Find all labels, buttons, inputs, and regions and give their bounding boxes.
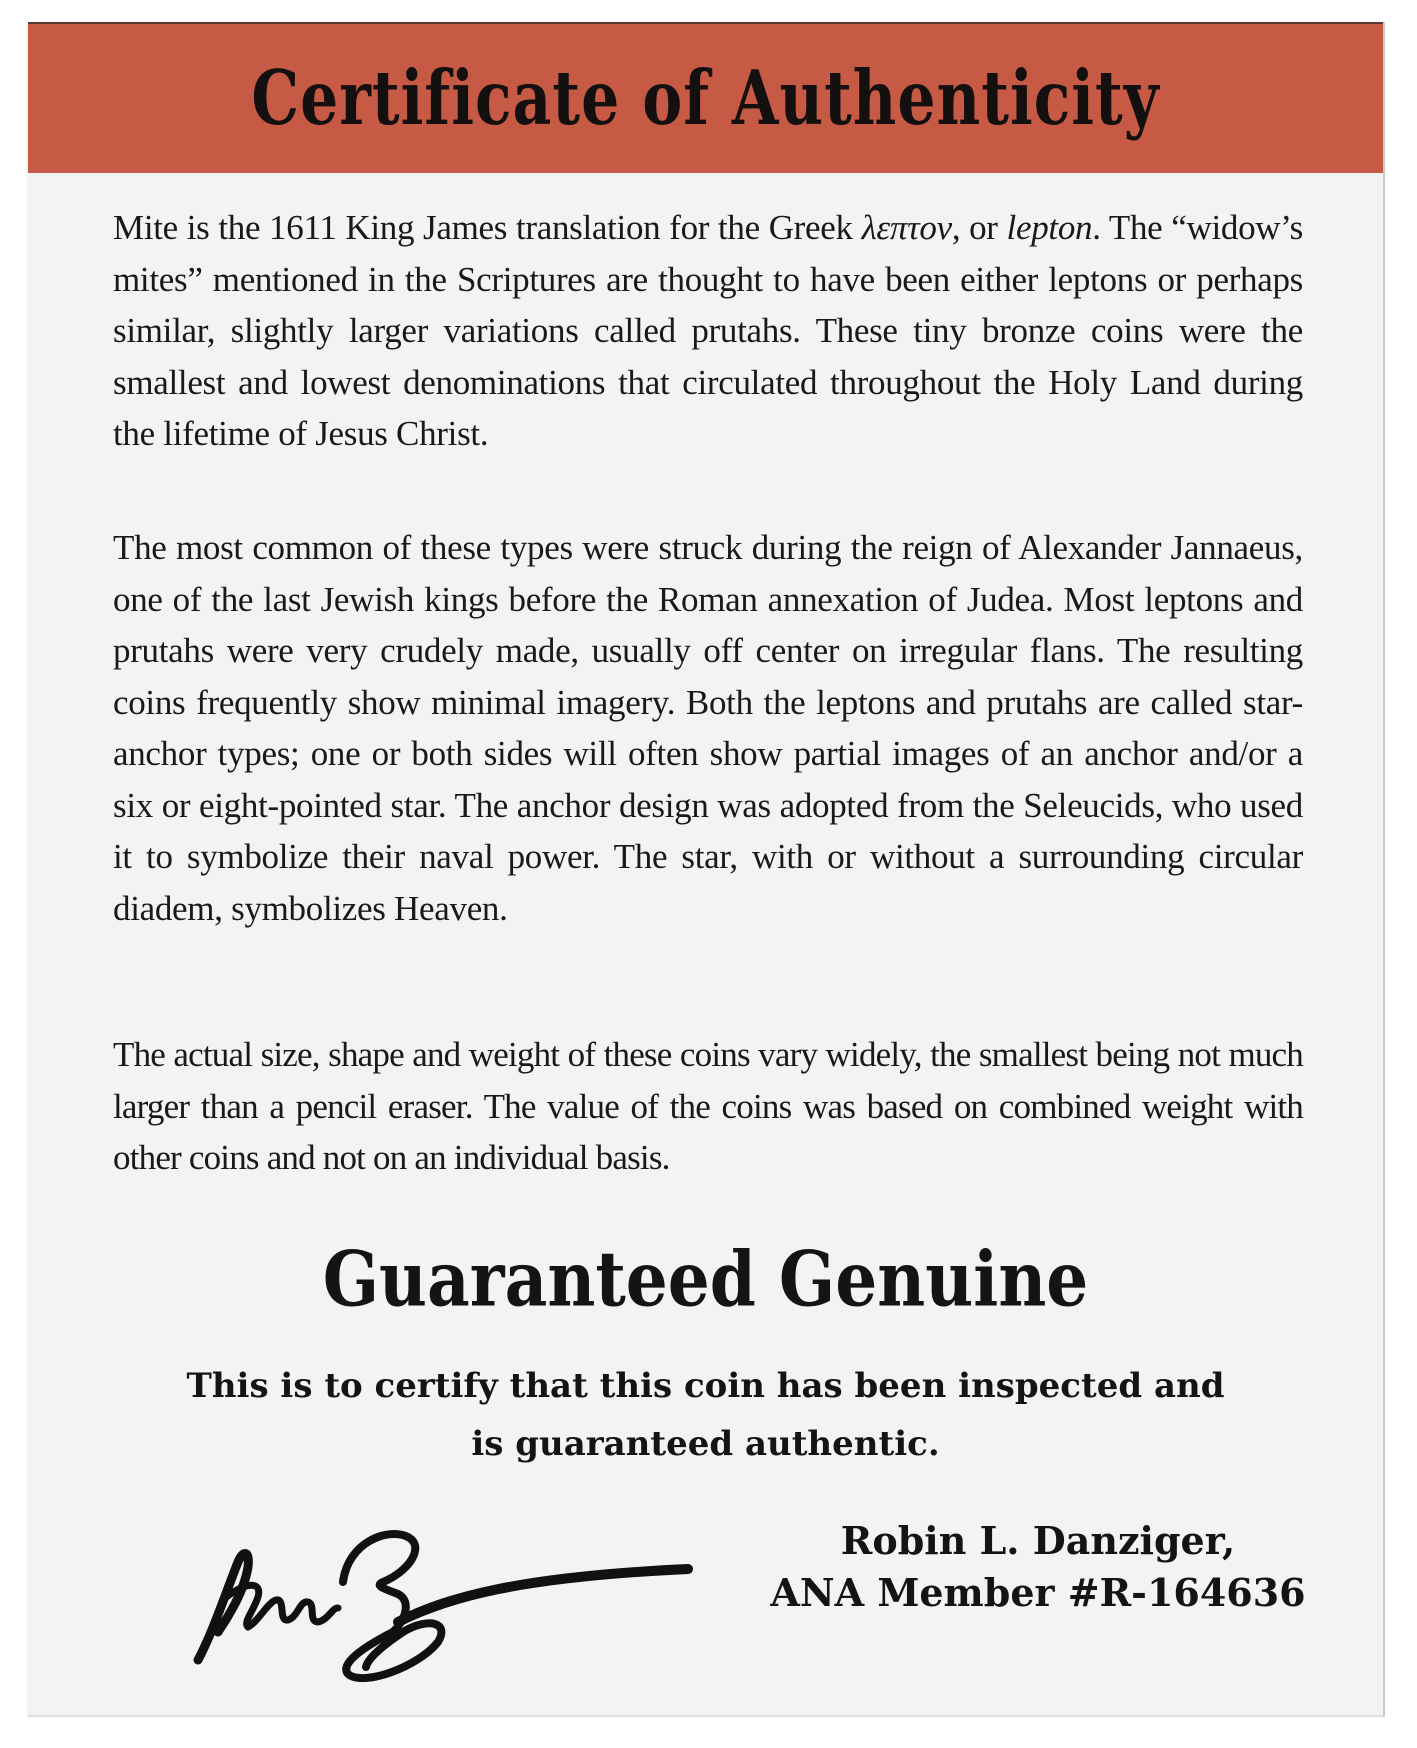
signature-icon	[188, 1522, 698, 1682]
guarantee-heading: Guaranteed Genuine	[322, 1234, 1089, 1324]
paragraph-star-anchor-types: The most common of these types were struck during the reign of Alexander Jannaeus, one of the last Jewish kings before the Roman annexation of Judea. Most leptons and prutahs were very crudely made, usually off center on irregular flans. The resulting coins frequently show minimal imagery. Both the leptons and prutahs are called star-anchor types; one or both sides will often show partial images of an anchor and/or a six or eight-pointed star. The anchor design was adopted from the Seleucids, who used it to symbolize their naval power. The star, with or without a surrounding circular diadem, symbolizes Heaven.	[113, 528, 1303, 928]
paragraph-text: Mite is the 1611 King James translation for the Greek	[113, 208, 862, 247]
certificate-card	[28, 22, 1385, 1717]
title-banner	[28, 22, 1383, 173]
paragraph-mite-definition	[113, 202, 1303, 460]
signer-membership: ANA Member #R-164636	[770, 1570, 1306, 1615]
greek-word: λεπτον	[861, 208, 952, 247]
italic-word: lepton	[1006, 208, 1093, 247]
signer-name: Robin L. Danziger,	[840, 1518, 1236, 1563]
paragraph-text: , or	[951, 208, 1007, 247]
certification-line-1: This is to certify that this coin has been inspected and	[186, 1366, 1225, 1406]
paragraph-size-and-value: The actual size, shape and weight of these coins vary widely, the smallest being not much larger than a pencil eraser. The value of the coins was based on combined weight with other coins and not on an individual basis.	[113, 1035, 1303, 1177]
paragraph-text: . The “widow’s mites” mentioned in the Scriptures are thought to have been either leptons or perhaps similar, slightly larger variations called prutahs. These tiny bronze coins were the smallest and lowest denominations that circulated throughout the Holy Land during the lifetime of Jesus Christ.	[113, 208, 1304, 453]
certificate-title: Certificate of Authenticity	[251, 54, 1160, 143]
certification-statement	[128, 1357, 1283, 1473]
signer-block	[728, 1515, 1348, 1619]
certification-line-2: is guaranteed authentic.	[471, 1424, 940, 1464]
